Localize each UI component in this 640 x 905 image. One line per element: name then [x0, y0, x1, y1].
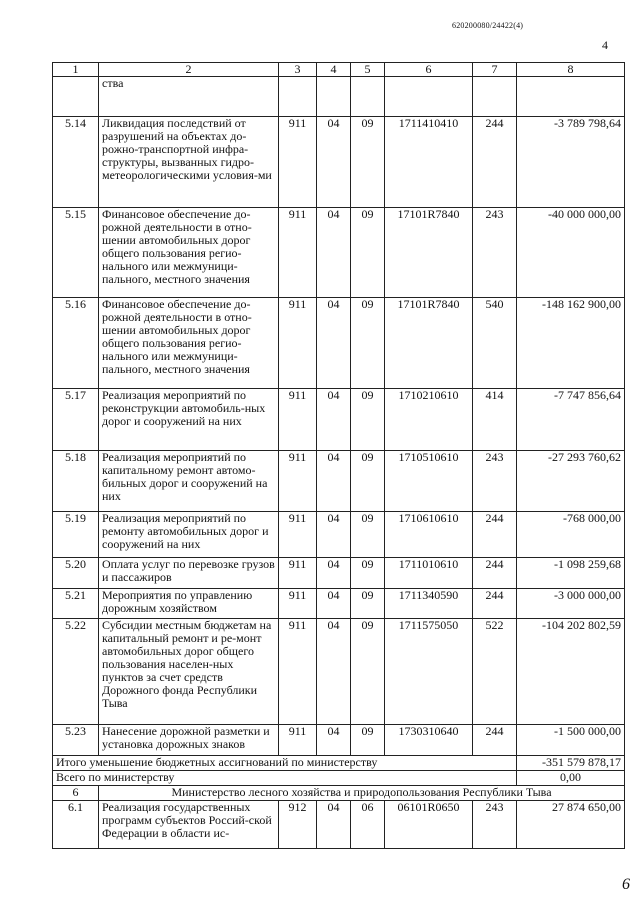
- col-header: 5: [351, 63, 385, 77]
- row-sum: -3 000 000,00: [517, 589, 625, 619]
- row-vr: 243: [473, 801, 517, 849]
- row-rz: 04: [317, 451, 351, 512]
- row-number: 5.15: [53, 208, 99, 298]
- row-sum: -148 162 900,00: [517, 298, 625, 389]
- row-csr: 1711340590: [385, 589, 473, 619]
- row-vr: 244: [473, 725, 517, 756]
- row-pr: 09: [351, 619, 385, 725]
- row-adm: 911: [279, 208, 317, 298]
- row-csr: 17101R7840: [385, 298, 473, 389]
- row-vr: 243: [473, 451, 517, 512]
- row-adm: 911: [279, 558, 317, 589]
- row-vr: 244: [473, 558, 517, 589]
- table-row: [53, 512, 625, 558]
- total-all-label: Всего по министерству: [53, 771, 517, 786]
- row-csr: 17101R7840: [385, 208, 473, 298]
- row-number: 5.18: [53, 451, 99, 512]
- row-number: 5.19: [53, 512, 99, 558]
- row-pr: 09: [351, 558, 385, 589]
- row-csr: 1710510610: [385, 451, 473, 512]
- row-pr: 09: [351, 117, 385, 208]
- row-adm: 911: [279, 389, 317, 451]
- table-row: [53, 117, 625, 208]
- table-row: [53, 589, 625, 619]
- row-adm: 911: [279, 619, 317, 725]
- total-decrease-sum: -351 579 878,17: [517, 756, 625, 771]
- row-pr: 09: [351, 389, 385, 451]
- row-vr: 244: [473, 117, 517, 208]
- row-sum: -104 202 802,59: [517, 619, 625, 725]
- row-sum: -3 789 798,64: [517, 117, 625, 208]
- row-name: Реализация мероприятий по ремонту автомобильных дорог и сооружений на них: [99, 512, 279, 558]
- table-row: [53, 389, 625, 451]
- header-row: [53, 63, 625, 77]
- row-adm: 911: [279, 512, 317, 558]
- total-all-row: [53, 771, 625, 786]
- row-sum: -40 000 000,00: [517, 208, 625, 298]
- row-csr: 1711575050: [385, 619, 473, 725]
- section-row: [53, 786, 625, 801]
- row-csr: 1710610610: [385, 512, 473, 558]
- row-sum: -768 000,00: [517, 512, 625, 558]
- row-name: Нанесение дорожной разметки и установка дорожных знаков: [99, 725, 279, 756]
- corner-mark: 6: [622, 876, 630, 893]
- row-rz: 04: [317, 389, 351, 451]
- row-number: 5.23: [53, 725, 99, 756]
- table-row: [53, 619, 625, 725]
- col-header: 3: [279, 63, 317, 77]
- section-number: 6: [53, 786, 99, 801]
- row-name: Оплата услуг по перевозке грузов и пассажиров: [99, 558, 279, 589]
- budget-table: [52, 62, 625, 849]
- col-header: 1: [53, 63, 99, 77]
- row-sum: -1 098 259,68: [517, 558, 625, 589]
- row-pr: 09: [351, 208, 385, 298]
- row-csr: 1711410410: [385, 117, 473, 208]
- row-pr: 09: [351, 725, 385, 756]
- col-header: 7: [473, 63, 517, 77]
- row-vr: 522: [473, 619, 517, 725]
- row-vr: 244: [473, 512, 517, 558]
- row-adm: 911: [279, 117, 317, 208]
- table-row: [53, 801, 625, 849]
- table-row: [53, 298, 625, 389]
- table-row: [53, 725, 625, 756]
- row-rz: 04: [317, 801, 351, 849]
- row-rz: 04: [317, 725, 351, 756]
- row-vr: 414: [473, 389, 517, 451]
- row-number: 5.14: [53, 117, 99, 208]
- col-header: 8: [517, 63, 625, 77]
- total-decrease-label: Итого уменьшение бюджетных ассигнований по министерству: [53, 756, 517, 771]
- row-csr: 1711010610: [385, 558, 473, 589]
- total-decrease-row: [53, 756, 625, 771]
- row-pr: 09: [351, 451, 385, 512]
- row-sum: -7 747 856,64: [517, 389, 625, 451]
- row-sum: -1 500 000,00: [517, 725, 625, 756]
- row-number: 6.1: [53, 801, 99, 849]
- doc-code: 620200080/24422(4): [452, 21, 524, 30]
- row-rz: 04: [317, 298, 351, 389]
- row-name: Субсидии местным бюджетам на капитальный ремонт и ре-монт автомобильных дорог общего пользования населен-ных пунктов за счет средств Дорожного фонда Республики Тыва: [99, 619, 279, 725]
- row-pr: 09: [351, 512, 385, 558]
- row-name: Ликвидация последствий от разрушений на объектах до-рожно-транспортной инфра-структуры, вызванных гидро-метеорологическими условия-ми: [99, 117, 279, 208]
- total-all-sum: 0,00: [517, 771, 625, 786]
- row-name: Реализация государственных программ субъектов Россий-ской Федерации в области ис-: [99, 801, 279, 849]
- page-number: 4: [602, 38, 608, 52]
- table-row: [53, 451, 625, 512]
- row-number: 5.21: [53, 589, 99, 619]
- row-rz: 04: [317, 589, 351, 619]
- row-number: 5.17: [53, 389, 99, 451]
- row-rz: 04: [317, 117, 351, 208]
- row-rz: 04: [317, 208, 351, 298]
- row-sum: -27 293 760,62: [517, 451, 625, 512]
- row-number: 5.16: [53, 298, 99, 389]
- row-name: Реализация мероприятий по реконструкции автомобиль-ных дорог и сооружений на них: [99, 389, 279, 451]
- row-name: Мероприятия по управлению дорожным хозяйством: [99, 589, 279, 619]
- row-vr: 244: [473, 589, 517, 619]
- continuation-row: [53, 77, 625, 117]
- section-title: Министерство лесного хозяйства и природопользования Республики Тыва: [99, 786, 625, 801]
- row-csr: 1730310640: [385, 725, 473, 756]
- row-name: Финансовое обеспечение до-рожной деятельности в отно-шении автомобильных дорог общего пользования регио-нального или межмуници-пального, местного значения: [99, 298, 279, 389]
- row-csr: 06101R0650: [385, 801, 473, 849]
- row-rz: 04: [317, 512, 351, 558]
- row-rz: 04: [317, 619, 351, 725]
- row-sum: 27 874 650,00: [517, 801, 625, 849]
- row-adm: 911: [279, 451, 317, 512]
- row-number: 5.20: [53, 558, 99, 589]
- row-adm: 911: [279, 298, 317, 389]
- row-pr: 09: [351, 298, 385, 389]
- row-rz: 04: [317, 558, 351, 589]
- row-pr: 06: [351, 801, 385, 849]
- row-name: Реализация мероприятий по капитальному ремонт автомо-бильных дорог и сооружений на них: [99, 451, 279, 512]
- row-vr: 243: [473, 208, 517, 298]
- table-row: [53, 208, 625, 298]
- col-header: 2: [99, 63, 279, 77]
- row-name: Финансовое обеспечение до-рожной деятельности в отно-шении автомобильных дорог общего пользования регио-нального или межмуници-пального, местного значения: [99, 208, 279, 298]
- row-adm: 911: [279, 589, 317, 619]
- row-csr: 1710210610: [385, 389, 473, 451]
- row-number: 5.22: [53, 619, 99, 725]
- row-vr: 540: [473, 298, 517, 389]
- row-adm: 912: [279, 801, 317, 849]
- row-adm: 911: [279, 725, 317, 756]
- col-header: 6: [385, 63, 473, 77]
- table-row: [53, 558, 625, 589]
- col-header: 4: [317, 63, 351, 77]
- row-pr: 09: [351, 589, 385, 619]
- continuation-text: ства: [99, 77, 279, 117]
